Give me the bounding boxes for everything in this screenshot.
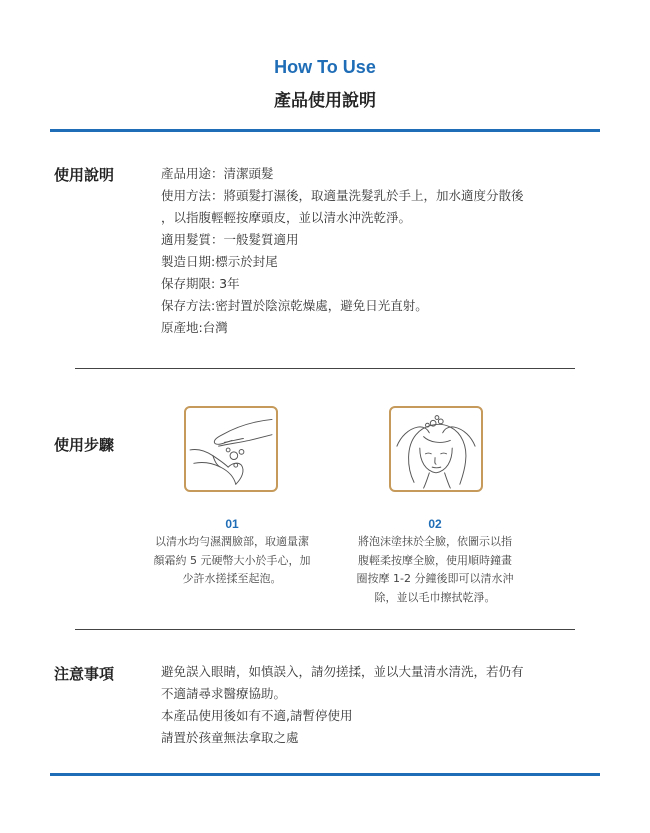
caution-line: 請置於孩童無法拿取之處 [161, 730, 299, 745]
usage-line: 保存期限: 3年 [161, 276, 240, 291]
usage-section-label: 使用說明 [54, 166, 115, 184]
usage-info-list [161, 163, 581, 339]
woman-massaging-hair-icon [391, 408, 481, 490]
section-divider [75, 368, 575, 369]
usage-line: 使用方法：將頭髮打濕後，取適量洗髮乳於手上，加水適度分散後 [161, 188, 524, 203]
caution-list [161, 661, 591, 749]
step-1-number: 01 [225, 517, 239, 531]
caution-line: 不適請尋求醫療協助。 [161, 686, 287, 701]
step-2-image [389, 406, 483, 492]
step-2-number: 02 [428, 517, 442, 531]
page-title-en: How To Use [274, 57, 376, 77]
usage-line: 保存方法:密封置於陰涼乾燥處，避免日光直射。 [161, 298, 428, 313]
usage-line: 產品用途：清潔頭髮 [161, 166, 274, 181]
step-2-line: 圈按摩 1-2 分鐘後即可以清水沖 [356, 572, 514, 585]
step-2-line: 腹輕柔按摩全臉，使用順時鐘畫 [358, 553, 512, 567]
step-1-line: 顏霜約 5 元硬幣大小於手心，加 [153, 553, 311, 567]
caution-line: 避免誤入眼睛，如慎誤入，請勿搓揉，並以大量清水清洗，若仍有 [161, 664, 524, 679]
step-2-line: 除，並以毛巾擦拭乾淨。 [374, 590, 496, 604]
usage-line: 適用髮質：一般髮質適用 [161, 232, 299, 247]
step-1-image [184, 406, 278, 492]
hands-lathering-icon [186, 408, 276, 490]
footer-divider [50, 773, 600, 776]
step-1-line: 少許水搓揉至起泡。 [182, 572, 282, 585]
step-1-description [142, 533, 322, 589]
page-title-zh: 產品使用說明 [274, 91, 376, 111]
steps-section-label: 使用步驟 [54, 436, 115, 454]
caution-line: 本產品使用後如有不適,請暫停使用 [161, 708, 353, 723]
section-divider [75, 629, 575, 630]
step-1-line: 以清水均勻濕潤臉部，取適量潔 [155, 535, 309, 548]
caution-section-label: 注意事項 [54, 665, 115, 683]
usage-line: 製造日期:標示於封尾 [161, 254, 278, 269]
usage-line: ，以指腹輕輕按摩頭皮，並以清水沖洗乾淨。 [161, 210, 412, 225]
step-2-line: 將泡沫塗抹於全臉，依圖示以指 [358, 535, 512, 548]
step-2-description [345, 533, 525, 607]
header-divider [50, 129, 600, 132]
usage-line: 原產地:台灣 [161, 320, 228, 335]
